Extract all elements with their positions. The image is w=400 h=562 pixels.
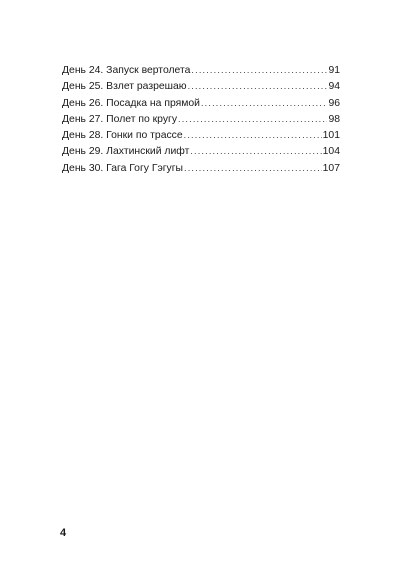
table-of-contents <box>62 62 340 176</box>
toc-dot-leader <box>184 160 322 176</box>
toc-dot-leader <box>191 62 327 78</box>
toc-dot-leader <box>190 143 321 159</box>
toc-entry <box>62 78 340 94</box>
toc-dot-leader <box>188 78 328 94</box>
toc-entry <box>62 62 340 78</box>
toc-entry-page: 104 <box>322 146 340 158</box>
page-number: 4 <box>60 527 67 539</box>
toc-entry-page: 91 <box>328 65 340 76</box>
toc-dot-leader <box>178 111 327 127</box>
toc-entry-page: 96 <box>328 97 340 109</box>
toc-dot-leader <box>184 127 322 143</box>
toc-entry-title: День 28. Гонки по трассе <box>62 130 183 142</box>
toc-entry-page: 94 <box>328 81 340 93</box>
toc-entry <box>62 95 340 111</box>
toc-entry-title: День 26. Посадка на прямой <box>62 97 200 109</box>
toc-entry <box>62 143 340 159</box>
toc-entry-title: День 30. Гага Гогу Гэгугы <box>62 162 183 174</box>
toc-entry-page: 98 <box>328 113 340 125</box>
toc-entry-title: День 24. Запуск вертолета <box>62 65 191 76</box>
toc-entry-title: День 25. Взлет разрешаю <box>62 81 187 93</box>
toc-entry-title: День 27. Полет по кругу <box>62 113 178 125</box>
toc-entry-title: День 29. Лахтинский лифт <box>62 146 190 158</box>
toc-dot-leader <box>201 95 327 111</box>
toc-entry-page: 101 <box>322 130 340 142</box>
toc-entry <box>62 160 340 176</box>
toc-entry <box>62 127 340 143</box>
toc-entry-page: 107 <box>322 162 340 174</box>
toc-entry <box>62 111 340 127</box>
